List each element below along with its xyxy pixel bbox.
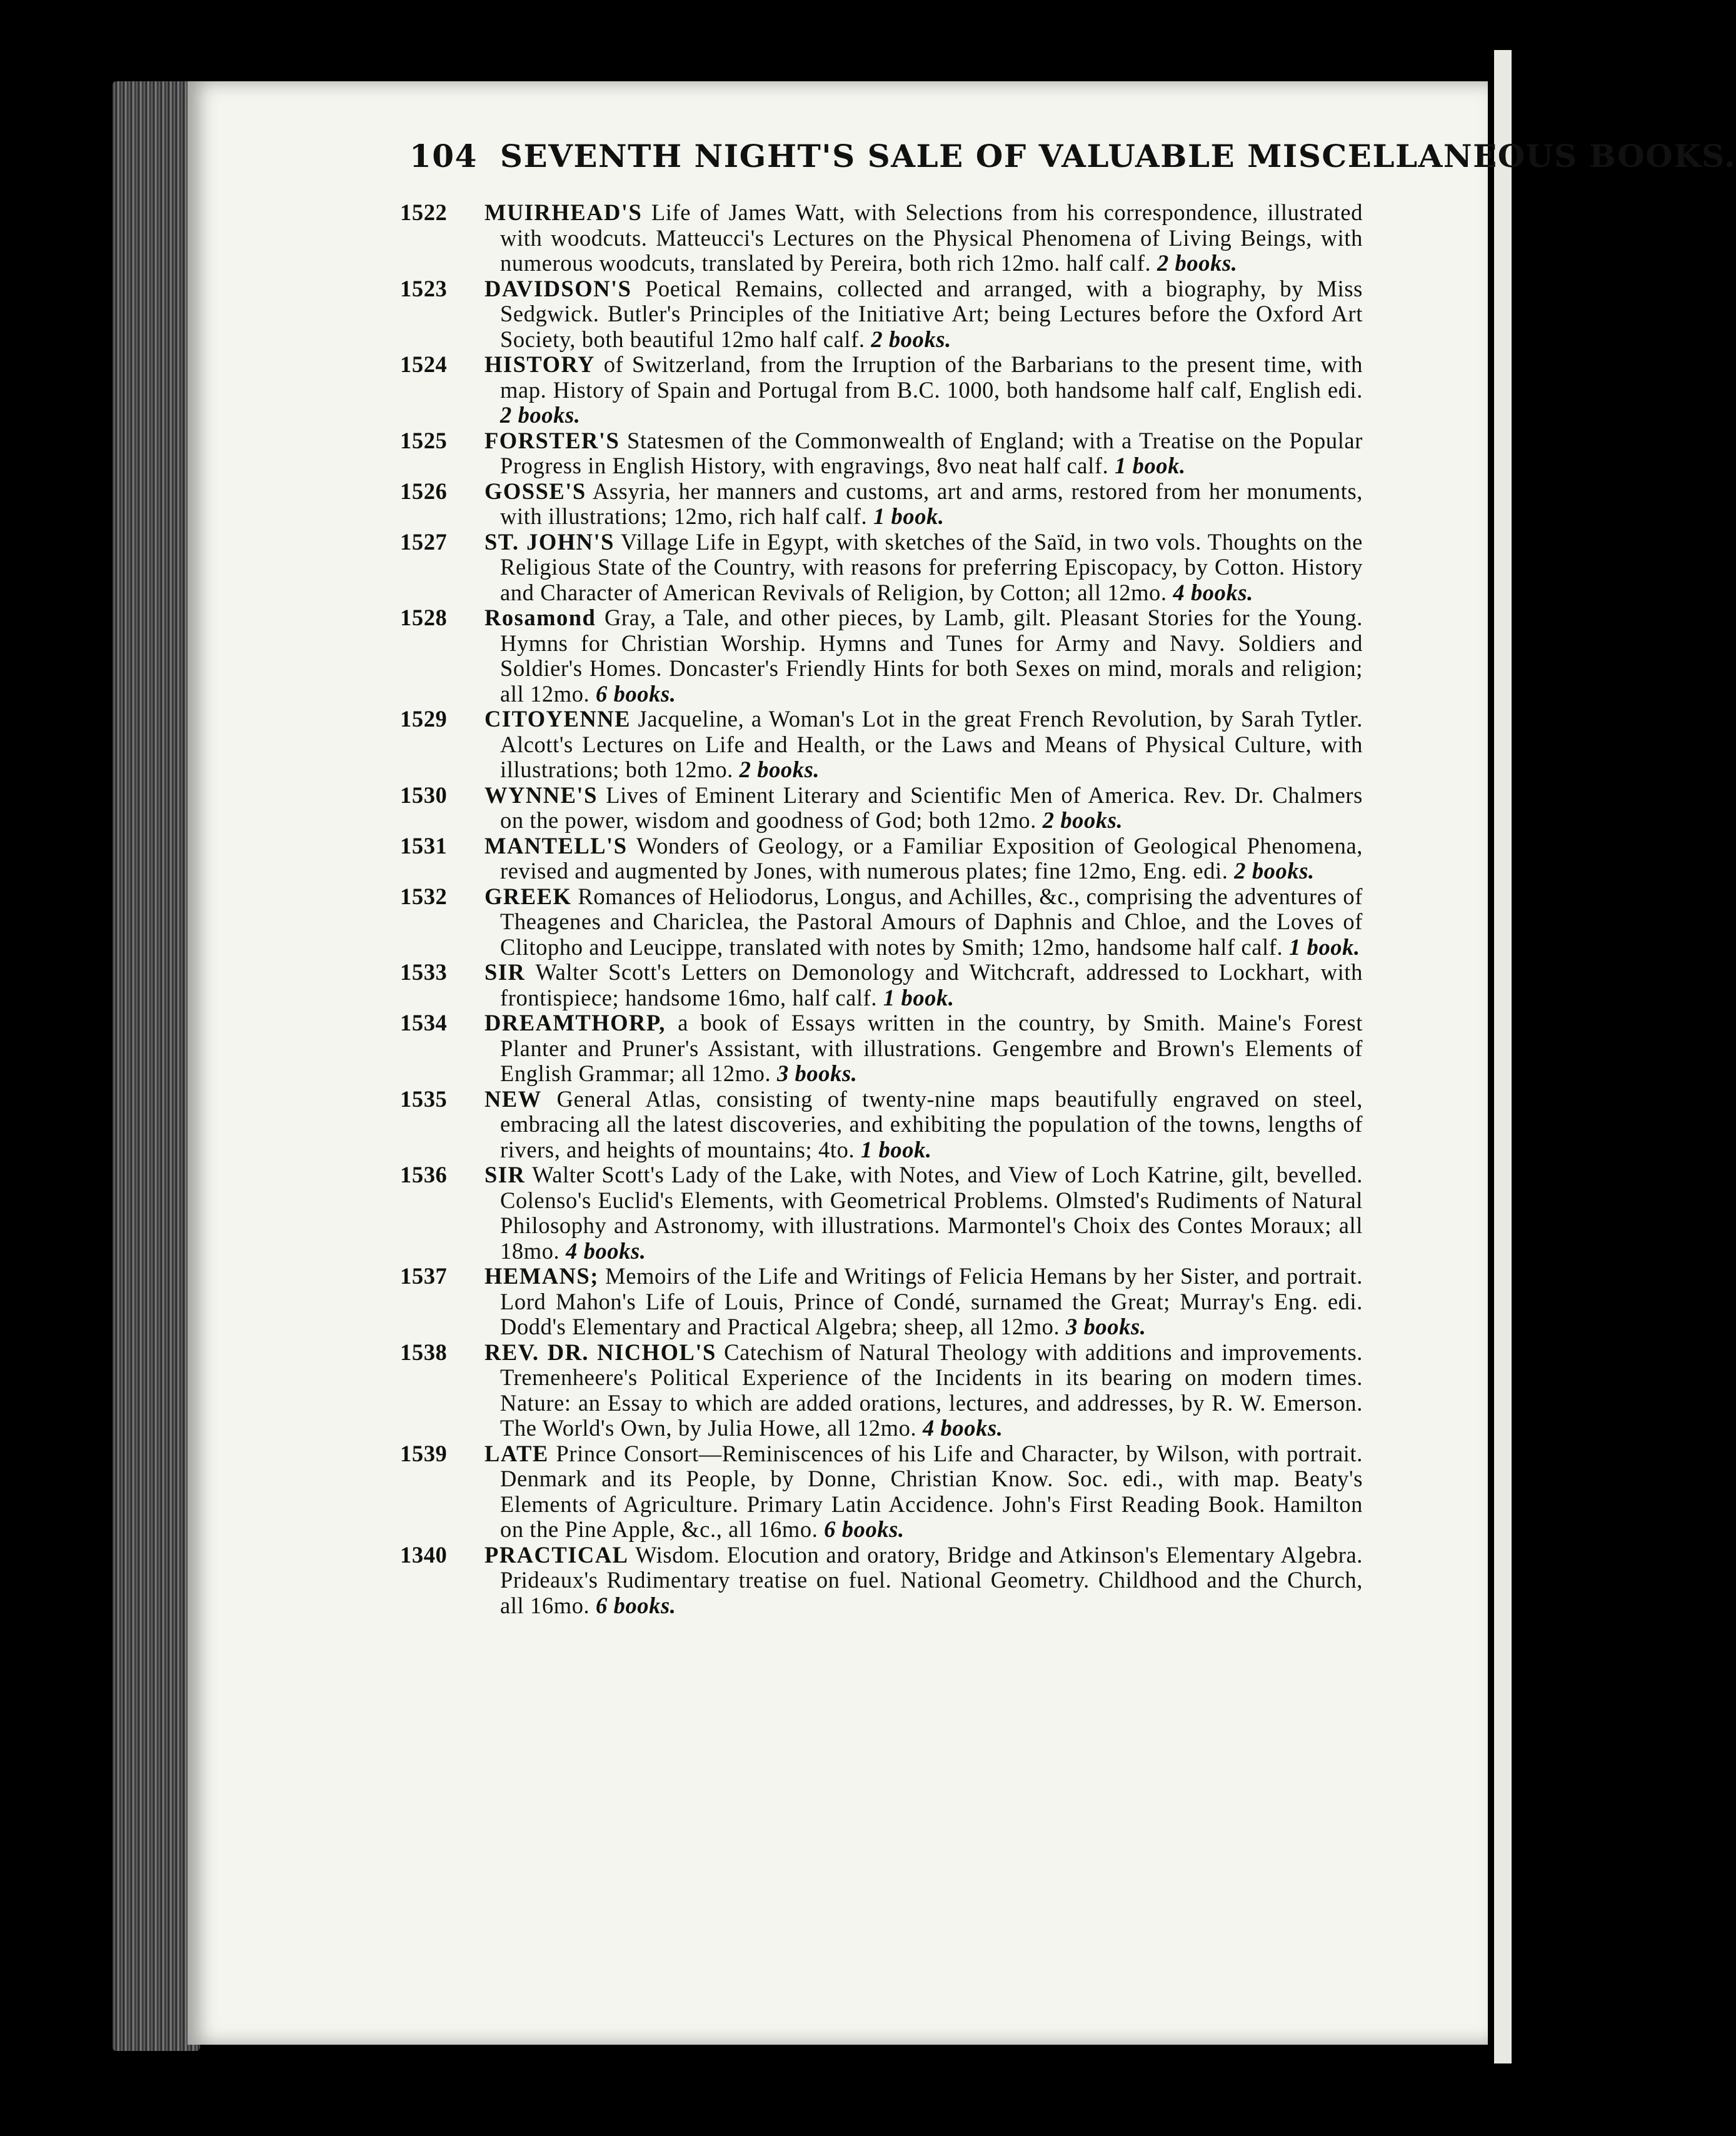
page-title: SEVENTH NIGHT'S SALE OF VALUABLE MISCELLANEOUS BOOKS. xyxy=(499,138,1736,174)
facing-page-edge xyxy=(1494,50,1512,2063)
lot-keyword: NEW xyxy=(484,1086,542,1112)
lot-entry xyxy=(400,1441,1363,1543)
lot-number: 1529 xyxy=(400,706,448,732)
lot-description: Gray, a Tale, and other pieces, by Lamb, gilt. Pleasant Stories for the Young. Hymns for Christian Worship. Hymns and Tunes for Army and Navy. Soldiers and Soldier's Homes. Doncaster's Friendly Hints for both Sexes on mind, morals and religion; all 12mo. xyxy=(500,605,1363,707)
lot-entry xyxy=(400,783,1363,834)
lot-number: 1523 xyxy=(400,275,448,301)
lot-description: Walter Scott's Lady of the Lake, with Notes, and View of Loch Katrine, gilt, bevelled. Colenso's Euclid's Elements, with Geometrical Problems. Olmsted's Rudiments of Natural Philosophy and Astronomy, with illustrations. Marmontel's Choix des Contes Moraux; all 18mo. xyxy=(500,1162,1363,1264)
page-number: 104 xyxy=(409,138,478,174)
lot-count: 6 books. xyxy=(824,1516,905,1542)
lot-description: Catechism of Natural Theology with additions and improvements. Tremenheere's Political Experience of the Incidents in its bearing on modern times. Nature: an Essay to which are added orations, lectures, and addresses, by R. W. Emerson. The World's Own, by Julia Howe, all 12mo. xyxy=(500,1339,1363,1441)
lot-description: Lives of Eminent Literary and Scientific Men of America. Rev. Dr. Chalmers on the power, wisdom and goodness of God; both 12mo. xyxy=(500,782,1363,833)
lot-entry xyxy=(400,1264,1363,1340)
lot-keyword: FORSTER'S xyxy=(484,427,620,453)
lot-keyword: SIR xyxy=(484,1162,526,1187)
lot-number: 1530 xyxy=(400,782,448,808)
lot-number: 1522 xyxy=(400,199,448,225)
lot-number: 1525 xyxy=(400,427,448,453)
lot-description: Wonders of Geology, or a Familiar Exposition of Geological Phenomena, revised and augmented by Jones, with numerous plates; fine 12mo, Eng. edi. xyxy=(500,832,1363,884)
lot-count: 2 books. xyxy=(871,326,951,352)
lot-keyword: MANTELL'S xyxy=(484,832,628,859)
lot-entry xyxy=(400,884,1363,960)
lot-entry xyxy=(400,605,1363,707)
lot-keyword: ST. JOHN'S xyxy=(484,528,615,555)
lot-keyword: SIR xyxy=(484,959,526,985)
lot-number: 1528 xyxy=(400,605,448,630)
lot-keyword: HEMANS; xyxy=(484,1263,599,1289)
lot-number: 1526 xyxy=(400,478,448,504)
lot-number: 1537 xyxy=(400,1263,448,1289)
lot-count: 4 books. xyxy=(922,1415,1003,1441)
lot-count: 2 books. xyxy=(1234,858,1315,884)
lot-description: General Atlas, consisting of twenty-nine maps beautifully engraved on steel, embracing all the latest discoveries, and exhibiting the population of the towns, lengths of rivers, and heights of mountains; 4to. xyxy=(500,1086,1363,1162)
lot-description: Assyria, her manners and customs, art and arms, restored from her monuments, with illustrations; 12mo, rich half calf. xyxy=(500,478,1363,529)
lot-entry xyxy=(400,834,1363,884)
lot-count: 1 book. xyxy=(883,984,955,1010)
lot-entry xyxy=(400,1340,1363,1441)
lot-entry xyxy=(400,276,1363,353)
lot-number: 1527 xyxy=(400,528,448,555)
lot-entry xyxy=(400,1162,1363,1264)
lot-list xyxy=(400,200,1363,1618)
lot-count: 4 books. xyxy=(1173,579,1253,605)
lot-entry xyxy=(400,707,1363,783)
lot-description: Prince Consort—Reminiscences of his Life and Character, by Wilson, with portrait. Denmark and its People, by Donne, Christian Know. Soc. edi., with map. Beaty's Elements of Agriculture. Primary Latin Accidence. John's First Reading Book. Hamilton on the Pine Apple, &c., all 16mo. xyxy=(500,1440,1363,1542)
lot-keyword: MUIRHEAD'S xyxy=(484,199,643,225)
lot-count: 4 books. xyxy=(566,1237,646,1264)
lot-entry xyxy=(400,960,1363,1010)
lot-entry xyxy=(400,530,1363,606)
lot-keyword: HISTORY xyxy=(484,351,595,377)
lot-count: 3 books. xyxy=(1065,1314,1146,1339)
lot-number: 1536 xyxy=(400,1162,448,1187)
lot-entry xyxy=(400,1087,1363,1163)
lot-entry xyxy=(400,200,1363,276)
lot-count: 1 book. xyxy=(1115,453,1186,478)
lot-number: 1539 xyxy=(400,1440,448,1466)
lot-description: a book of Essays written in the country, by Smith. Maine's Forest Planter and Pruner's Assistant, with illustrations. Gengembre and Brown's Elements of English Grammar; all 12mo. xyxy=(500,1010,1363,1086)
lot-number: 1538 xyxy=(400,1339,448,1365)
lot-keyword: CITOYENNE xyxy=(484,706,631,732)
lot-keyword: DAVIDSON'S xyxy=(484,275,632,301)
lot-description: Memoirs of the Life and Writings of Felicia Hemans by her Sister, and portrait. Lord Mahon's Life of Louis, Prince of Condé, surnamed the Great; Murray's Eng. edi. Dodd's Elementary and Practical Algebra; sheep, all 12mo. xyxy=(500,1263,1363,1339)
lot-keyword: GREEK xyxy=(484,883,572,909)
lot-entry xyxy=(400,352,1363,428)
lot-entry xyxy=(400,428,1363,479)
lot-entry xyxy=(400,1010,1363,1087)
lot-entry xyxy=(400,479,1363,530)
lot-description: Statesmen of the Commonwealth of England; with a Treatise on the Popular Progress in English History, with engravings, 8vo neat half calf. xyxy=(500,427,1363,478)
lot-description: Life of James Watt, with Selections from his correspondence, illustrated with woodcuts. Matteucci's Lectures on the Physical Phenomena of Living Beings, with numerous woodcuts, translated by Pereira, both rich 12mo. half calf. xyxy=(500,199,1363,276)
lot-number: 1534 xyxy=(400,1010,448,1035)
lot-keyword: Rosamond xyxy=(484,605,596,630)
lot-description: Romances of Heliodorus, Longus, and Achilles, &c., comprising the adventures of Theagenes and Chariclea, the Pastoral Amours of Daphnis and Chloe, and the Loves of Clitopho and Leucippe, translated with notes by Smith; 12mo, handsome half calf. xyxy=(500,883,1363,960)
lot-number: 1531 xyxy=(400,832,448,859)
lot-description: Jacqueline, a Woman's Lot in the great French Revolution, by Sarah Tytler. Alcott's Lectures on Life and Health, or the Laws and Means of Physical Culture, with illustrations; both 12mo. xyxy=(500,706,1363,782)
catalog-page xyxy=(188,81,1736,2045)
lot-number: 1532 xyxy=(400,883,448,909)
lot-count: 2 books. xyxy=(1156,250,1238,276)
lot-number: 1533 xyxy=(400,959,448,985)
lot-keyword: LATE xyxy=(484,1440,549,1466)
lot-count: 1 book. xyxy=(873,503,945,529)
lot-description: of Switzerland, from the Irruption of the Barbarians to the present time, with map. History of Spain and Portugal from B.C. 1000, both handsome half calf, English edi. xyxy=(500,351,1363,403)
lot-count: 3 books. xyxy=(776,1060,858,1086)
lot-description: Village Life in Egypt, with sketches of the Saïd, in two vols. Thoughts on the Religious State of the Country, with reasons for preferring Episcopacy, by Cotton. History and Character of American Revivals of Religion, by Cotton; all 12mo. xyxy=(500,528,1363,605)
lot-description: Wisdom. Elocution and oratory, Bridge and Atkinson's Elementary Algebra. Prideaux's Rudimentary treatise on fuel. National Geometry. Childhood and the Church, all 16mo. xyxy=(500,1541,1363,1618)
lot-description: Walter Scott's Letters on Demonology and Witchcraft, addressed to Lockhart, with frontispiece; handsome 16mo, half calf. xyxy=(500,959,1363,1010)
lot-count: 2 books. xyxy=(1042,807,1123,833)
lot-entry xyxy=(400,1543,1363,1619)
lot-keyword: GOSSE'S xyxy=(484,478,586,504)
lot-count: 2 books. xyxy=(500,402,581,428)
lot-number: 1535 xyxy=(400,1086,448,1112)
page-header xyxy=(409,138,1736,174)
lot-count: 6 books. xyxy=(596,1592,676,1618)
lot-number: 1524 xyxy=(400,351,448,377)
lot-count: 6 books. xyxy=(596,680,676,707)
lot-keyword: WYNNE'S xyxy=(484,782,598,808)
lot-count: 1 book. xyxy=(860,1136,932,1162)
lot-count: 2 books. xyxy=(739,757,820,782)
lot-count: 1 book. xyxy=(1289,934,1360,960)
book-page-edges xyxy=(113,81,200,2051)
lot-keyword: PRACTICAL xyxy=(484,1541,629,1568)
lot-description: Poetical Remains, collected and arranged, with a biography, by Miss Sedgwick. Butler's Principles of the Initiative Art; being Lectures before the Oxford Art Society, both beautiful 12mo half calf. xyxy=(500,275,1363,352)
lot-number: 1340 xyxy=(400,1541,448,1568)
lot-keyword: DREAMTHORP, xyxy=(484,1010,666,1035)
lot-keyword: REV. DR. NICHOL'S xyxy=(484,1339,716,1365)
